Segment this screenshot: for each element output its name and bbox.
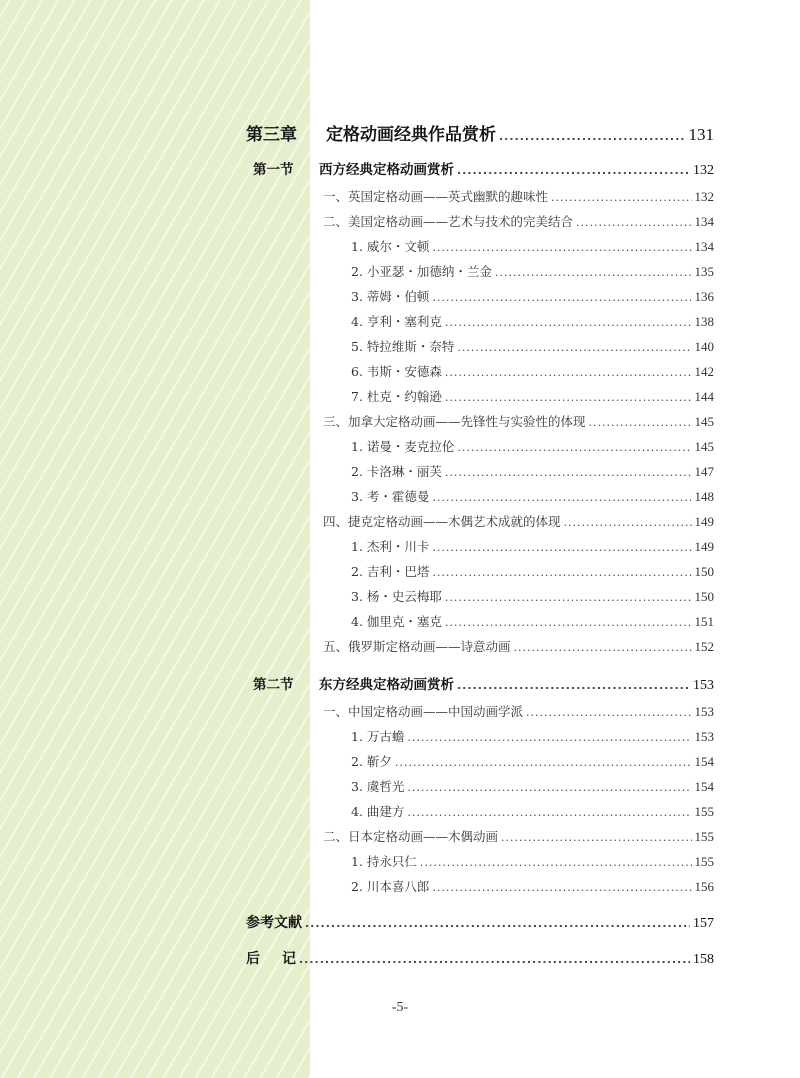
entry-page: 132	[694, 189, 714, 204]
entry-page: 145	[694, 414, 714, 429]
toc-entry[interactable]	[351, 752, 714, 770]
toc-entry[interactable]	[323, 412, 714, 430]
afterword-entry[interactable]	[246, 948, 714, 968]
entry-title: 1. 诺曼・麦克拉伦	[351, 439, 455, 454]
toc-entry[interactable]	[351, 587, 714, 605]
toc-entry[interactable]	[351, 287, 714, 305]
toc-entry[interactable]	[323, 212, 714, 230]
dot-leader	[395, 756, 692, 769]
entry-title: 1. 杰利・川卡	[351, 539, 430, 554]
entry-title: 3. 蒂姆・伯顿	[351, 289, 430, 304]
entry-title: 2. 川本喜八郎	[351, 879, 430, 894]
entry-title: 1. 持永只仁	[351, 854, 417, 869]
dot-leader	[299, 953, 690, 966]
section-label: 第一节	[253, 162, 294, 178]
dot-leader	[445, 366, 692, 379]
section-page: 153	[693, 678, 714, 693]
dot-leader	[564, 516, 692, 529]
section-title: 东方经典定格动画赏析	[319, 677, 454, 693]
dot-leader	[445, 391, 692, 404]
toc-entry[interactable]	[351, 727, 714, 745]
toc-entry[interactable]	[351, 537, 714, 555]
chapter-title: 定格动画经典作品赏析	[326, 125, 496, 145]
toc-entry[interactable]	[351, 262, 714, 280]
dot-leader	[432, 291, 691, 304]
dot-leader	[514, 641, 692, 654]
dot-leader	[495, 266, 692, 279]
entry-page: 151	[694, 614, 714, 629]
entry-title: 2. 吉利・巴塔	[351, 564, 430, 579]
toc-entry[interactable]	[351, 852, 714, 870]
entry-title: 2. 靳夕	[351, 754, 392, 769]
entry-page: 144	[694, 389, 714, 404]
entry-page: 152	[694, 639, 714, 654]
toc-entry[interactable]	[323, 702, 714, 720]
toc-entry[interactable]	[351, 337, 714, 355]
references-label: 参考文献	[246, 915, 302, 931]
toc-entry[interactable]	[323, 512, 714, 530]
dot-leader	[407, 731, 691, 744]
dot-leader	[457, 679, 690, 692]
dot-leader	[445, 591, 692, 604]
entry-title: 5. 特拉维斯・奈特	[351, 339, 455, 354]
entry-page: 155	[694, 804, 714, 819]
entry-page: 149	[694, 514, 714, 529]
dot-leader	[457, 441, 691, 454]
toc-entry[interactable]	[351, 612, 714, 630]
entry-title: 3. 虞哲光	[351, 779, 405, 794]
toc-entry[interactable]	[351, 562, 714, 580]
entry-title: 3. 杨・史云梅耶	[351, 589, 442, 604]
toc-entry[interactable]	[351, 802, 714, 820]
dot-leader	[501, 831, 691, 844]
entry-title: 四、捷克定格动画——木偶艺术成就的体现	[323, 514, 561, 529]
dot-leader	[432, 541, 691, 554]
entry-title: 二、日本定格动画——木偶动画	[323, 829, 499, 844]
entry-page: 154	[694, 754, 714, 769]
entry-page: 155	[694, 854, 714, 869]
entry-title: 4. 亨利・塞利克	[351, 314, 442, 329]
entry-page: 136	[694, 289, 714, 304]
section-heading-1[interactable]	[253, 158, 714, 179]
dot-leader	[407, 781, 691, 794]
dot-leader	[551, 191, 691, 204]
references-page: 157	[693, 916, 714, 931]
dot-leader	[589, 416, 692, 429]
entry-title: 二、美国定格动画——艺术与技术的完美结合	[323, 214, 574, 229]
entry-title: 1. 威尔・文顿	[351, 239, 430, 254]
entry-page: 155	[694, 829, 714, 844]
dot-leader	[499, 130, 686, 143]
entry-title: 五、俄罗斯定格动画——诗意动画	[323, 639, 511, 654]
chapter-page: 131	[688, 125, 714, 144]
entry-page: 150	[694, 589, 714, 604]
entry-title: 6. 韦斯・安德森	[351, 364, 442, 379]
toc-entry[interactable]	[323, 827, 714, 845]
toc-entry[interactable]	[323, 637, 714, 655]
entry-page: 156	[694, 879, 714, 894]
chapter-heading[interactable]	[246, 120, 714, 145]
section-title: 西方经典定格动画赏析	[319, 162, 454, 178]
section-label: 第二节	[253, 677, 294, 693]
dot-leader	[576, 216, 691, 229]
entry-page: 153	[694, 729, 714, 744]
toc-entry[interactable]	[351, 487, 714, 505]
entry-page: 142	[694, 364, 714, 379]
toc-entry[interactable]	[351, 877, 714, 895]
section-page: 132	[693, 163, 714, 178]
section-heading-2[interactable]	[253, 673, 714, 694]
dot-leader	[305, 917, 690, 930]
entry-page: 135	[694, 264, 714, 279]
entry-page: 134	[694, 214, 714, 229]
entry-page: 140	[694, 339, 714, 354]
dot-leader	[457, 164, 690, 177]
entry-page: 149	[694, 539, 714, 554]
entry-title: 三、加拿大定格动画——先锋性与实验性的体现	[323, 414, 586, 429]
references-entry[interactable]	[246, 912, 714, 932]
entry-page: 145	[694, 439, 714, 454]
afterword-page: 158	[693, 952, 714, 967]
dot-leader	[432, 881, 691, 894]
entry-title: 4. 曲建方	[351, 804, 405, 819]
afterword-label-b: 记	[282, 951, 296, 967]
dot-leader	[432, 566, 691, 579]
entry-page: 138	[694, 314, 714, 329]
entry-title: 2. 小亚瑟・加德纳・兰金	[351, 264, 492, 279]
entry-page: 150	[694, 564, 714, 579]
dot-leader	[432, 491, 691, 504]
entry-title: 2. 卡洛琳・丽芙	[351, 464, 442, 479]
entry-page: 148	[694, 489, 714, 504]
toc-entry[interactable]	[351, 237, 714, 255]
entry-title: 7. 杜克・约翰逊	[351, 389, 442, 404]
toc-entry[interactable]	[351, 362, 714, 380]
entry-title: 一、英国定格动画——英式幽默的趣味性	[323, 189, 549, 204]
toc-entry[interactable]	[351, 387, 714, 405]
dot-leader	[445, 616, 692, 629]
afterword-label-a: 后	[246, 951, 260, 967]
toc-entry[interactable]	[351, 437, 714, 455]
toc-entry[interactable]	[323, 187, 714, 205]
dot-leader	[457, 341, 691, 354]
toc-entry[interactable]	[351, 777, 714, 795]
entry-page: 154	[694, 779, 714, 794]
dot-leader	[432, 241, 691, 254]
entry-title: 4. 伽里克・塞克	[351, 614, 442, 629]
dot-leader	[526, 706, 691, 719]
entry-page: 153	[694, 704, 714, 719]
dot-leader	[445, 466, 692, 479]
dot-leader	[420, 856, 692, 869]
chapter-label: 第三章	[246, 125, 297, 145]
entry-title: 一、中国定格动画——中国动画学派	[323, 704, 524, 719]
entry-title: 3. 考・霍德曼	[351, 489, 430, 504]
entry-title: 1. 万古蟾	[351, 729, 405, 744]
page-number: -5-	[391, 1000, 409, 1015]
dot-leader	[445, 316, 692, 329]
dot-leader	[407, 806, 691, 819]
toc-entry[interactable]	[351, 462, 714, 480]
entry-page: 134	[694, 239, 714, 254]
toc-entry[interactable]	[351, 312, 714, 330]
entry-page: 147	[694, 464, 714, 479]
